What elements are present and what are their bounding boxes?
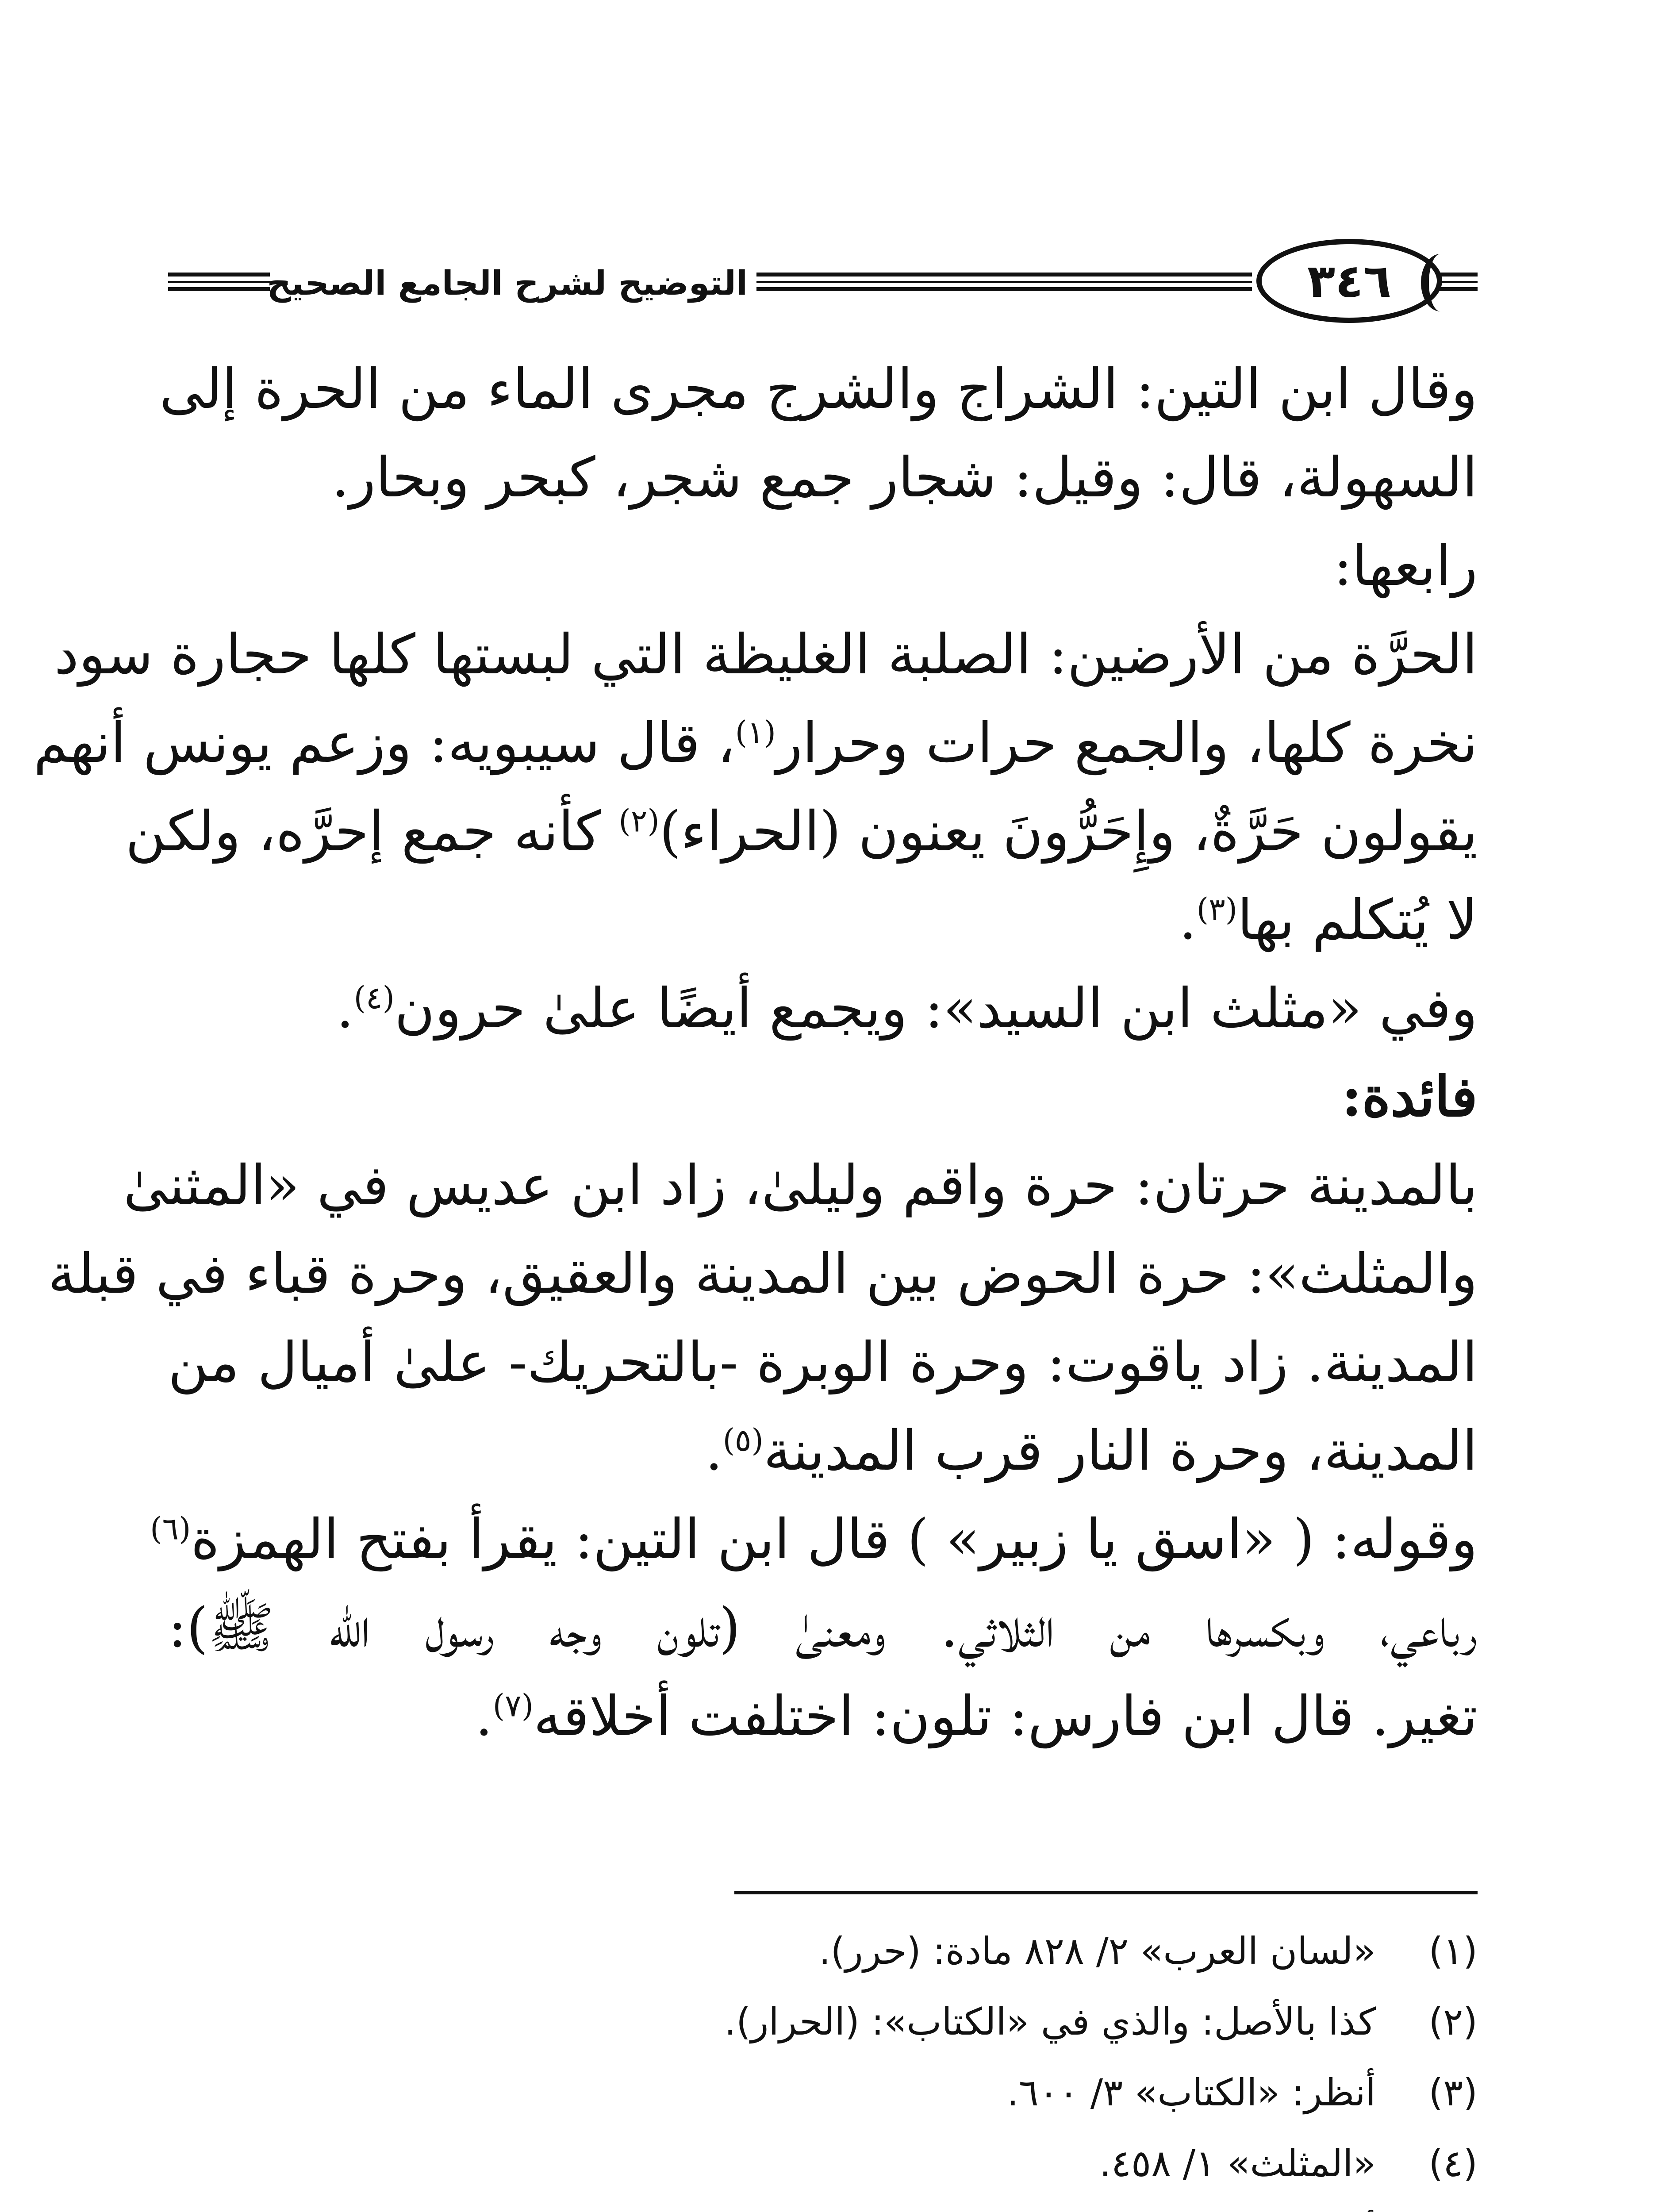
header-rule-left	[168, 273, 270, 291]
footnote-2	[168, 1986, 1478, 2057]
footnote-ref-3: (٣)	[1196, 891, 1238, 928]
footnote-1	[168, 1916, 1478, 1986]
text-line-12: المدينة. زاد ياقوت: وحرة الوبرة -بالتحريك- علىٰ أميال من	[168, 1331, 1478, 1394]
footnote-mark: (٢)	[1428, 2000, 1478, 2043]
text-line-13: المدينة، وحرة النار قرب المدينة$^{(٥)}$.	[705, 1419, 1478, 1483]
footnote-3	[168, 2057, 1478, 2128]
text-line-5: نخرة كلها، والجمع حرات وحرار$^{(١)}$، قال سيبويه: وزعم يونس أنهم	[33, 711, 1478, 775]
text-line-7: لا يُتكلم بها$^{(٣)}$.	[1179, 888, 1478, 952]
section-heading-rabiuha: رابعها:	[1333, 534, 1478, 598]
footnote-5	[168, 2199, 1478, 2212]
text-line-14: وقوله: ( «اسق يا زبير» ) قال ابن التين: يقرأ بفتح الهمزة$^{(٦)}$	[150, 1508, 1478, 1571]
text-line-2: السهولة، قال: وقيل: شجار جمع شجر، كبحر وبحار.	[331, 446, 1478, 510]
footnotes	[168, 1916, 1478, 2212]
footnote-4	[168, 2128, 1478, 2199]
text-line-1: وقال ابن التين: الشراج والشرج مجرى الماء من الحرة إلى	[159, 357, 1478, 421]
footnote-ref-5: (٥)	[722, 1422, 764, 1459]
footnote-mark: (٣)	[1428, 2071, 1478, 2114]
text-line-16: تغير. قال ابن فارس: تلون: اختلفت أخلاقه$^{(٧)}$.	[475, 1685, 1478, 1748]
footnote-mark: (٤)	[1428, 2142, 1478, 2185]
text-line-4: الحرَّة من الأرضين: الصلبة الغليظة التي لبستها كلها حجارة سود	[54, 623, 1478, 687]
header-rule-middle	[756, 273, 1252, 291]
footnote-mark	[1376, 2199, 1478, 2212]
page-number-badge	[1256, 239, 1442, 323]
footnote-text: كذا بالأصل: والذي في «الكتاب»: (الحرار).	[724, 2000, 1376, 2043]
running-title: التوضيح لشرح الجامع الصحيح	[267, 263, 748, 303]
text-line-6: يقولون حَرَّةٌ، وإِحَرُّونَ يعنون (الحراء)$^{(٢)}$ كأنه جمع إحرَّه، ولكن	[125, 800, 1478, 864]
running-header	[168, 239, 1478, 323]
footnote-text: «لسان العرب» ٢/ ٨٢٨ مادة: (حرر).	[818, 1929, 1376, 1973]
footnote-text: أنظر: «الكتاب» ٣/ ٦٠٠.	[1006, 2071, 1376, 2114]
footnote-ref-2: (٢)	[618, 803, 660, 839]
footnote-ref-1: (١)	[735, 714, 776, 751]
footnote-ref-7: (٧)	[492, 1687, 534, 1724]
page-number: ٣٤٦	[1307, 254, 1392, 308]
main-text	[33, 345, 1478, 1893]
footnote-ref-6: (٦)	[150, 1510, 191, 1547]
footnote-ref-4: (٤)	[353, 979, 395, 1016]
footnote-mark: (١)	[1428, 1929, 1478, 1973]
section-heading-faida: فائدة:	[1341, 1065, 1478, 1129]
footnote-text: «المثلث» ١/ ٤٥٨.	[1099, 2142, 1376, 2185]
text-line-15: رباعي، وبكسرها من الثلاثي. ومعنىٰ (تلون وجه رسول الله ﷺ):	[168, 1596, 1478, 1660]
header-rule-right	[1438, 273, 1478, 291]
text-line-10: بالمدينة حرتان: حرة واقم وليلىٰ، زاد ابن عديس في «المثنىٰ	[123, 1154, 1478, 1217]
text-line-8: وفي «مثلث ابن السيد»: ويجمع أيضًا علىٰ حرون$^{(٤)}$.	[336, 977, 1478, 1041]
text-line-11: والمثلث»: حرة الحوض بين المدينة والعقيق، وحرة قباء في قبلة	[48, 1242, 1478, 1306]
footnote-separator	[734, 1891, 1478, 1894]
